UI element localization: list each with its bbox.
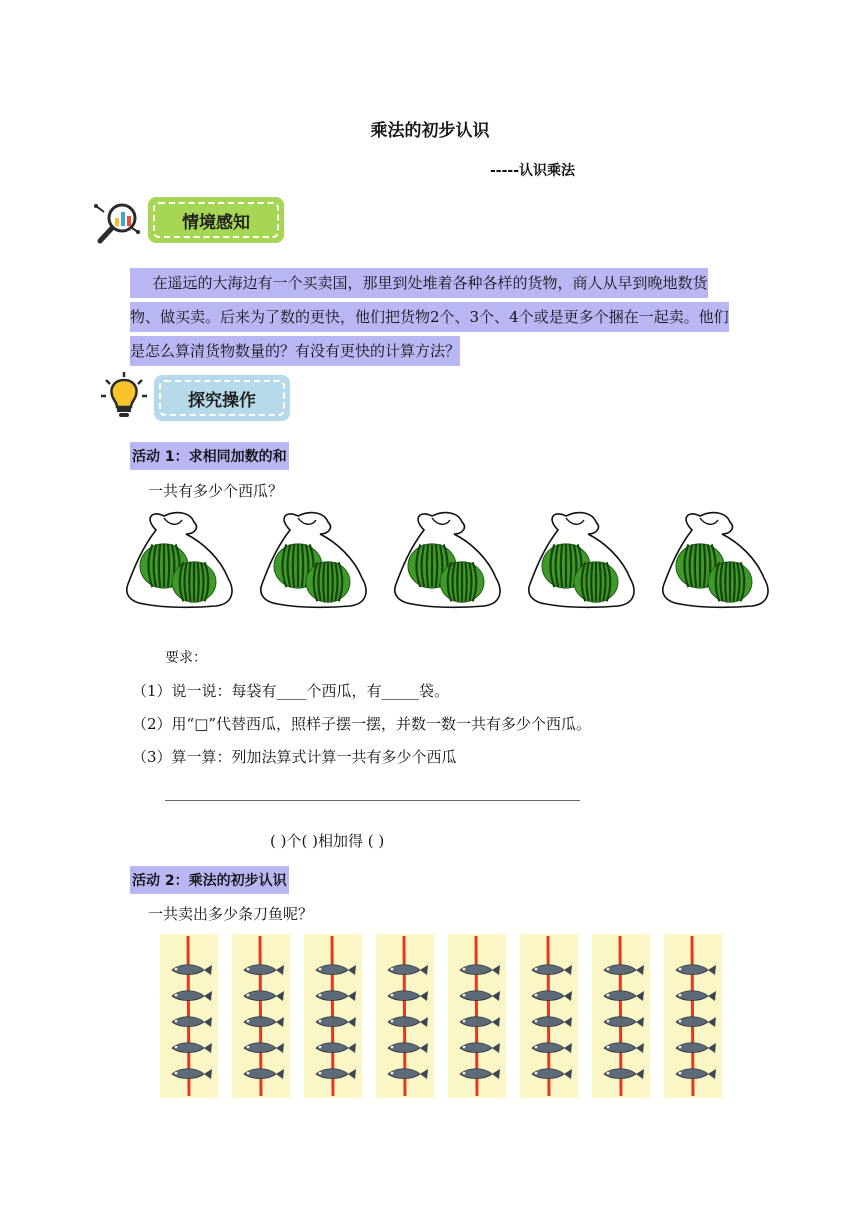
intro-paragraph (130, 266, 732, 368)
fish-string-icon (232, 934, 290, 1098)
watermelon-bag-icon (663, 513, 768, 608)
requirement-3: （3）算一算：列加法算式计算一共有多少个西瓜 (132, 748, 457, 766)
section-badge-context (148, 197, 284, 243)
answer-rule (165, 800, 580, 801)
fish-string-icon (664, 934, 722, 1098)
watermelon-bags-figure (124, 508, 784, 614)
page-subtitle: -----认识乘法 (490, 163, 576, 179)
fish-string-icon (592, 934, 650, 1098)
page-title: 乘法的初步认识 (370, 121, 490, 141)
activity2-heading: 活动 2：乘法的初步认识 (130, 866, 289, 894)
watermelon-bag-icon (529, 513, 634, 608)
intro-text: 在遥远的大海边有一个买卖国，那里到处堆着各种各样的货物，商人从早到晚地数货物、做买卖。后来为了数的更快，他们把货物2个、3个、4个或是更多个捆在一起卖。他们是怎么算清货物数量的？有没有更快的计算方法？ (130, 268, 729, 366)
section-label-explore: 探究操作 (159, 380, 285, 416)
fish-string-icon (448, 934, 506, 1098)
magnifier-chart-icon (92, 198, 144, 246)
fish-string-icon (160, 934, 218, 1098)
activity1-question: 一共有多少个西瓜？ (148, 482, 284, 500)
requirements-label: 要求： (165, 650, 207, 666)
fill-in-sentence: ( )个( )相加得 ( ) (270, 832, 385, 850)
requirement-1: （1）说一说：每袋有____个西瓜，有_____袋。 (132, 682, 450, 700)
fish-string-icon (520, 934, 578, 1098)
watermelon-bags (124, 508, 784, 614)
activity1-heading: 活动 1：求相同加数的和 (130, 442, 289, 470)
watermelon-bag-icon (127, 513, 232, 608)
requirement-2: （2）用“□”代替西瓜，照样子摆一摆，并数一数一共有多少个西瓜。 (132, 715, 592, 733)
section-badge-explore (154, 375, 290, 421)
fish-string-icon (304, 934, 362, 1098)
fish-strings (160, 934, 725, 1098)
fish-string-icon (376, 934, 434, 1098)
lightbulb-icon (100, 370, 148, 420)
activity2-question: 一共卖出多少条刀鱼呢？ (148, 905, 314, 923)
watermelon-bag-icon (261, 513, 366, 608)
watermelon-bag-icon (395, 513, 500, 608)
section-label-context: 情境感知 (153, 202, 279, 238)
